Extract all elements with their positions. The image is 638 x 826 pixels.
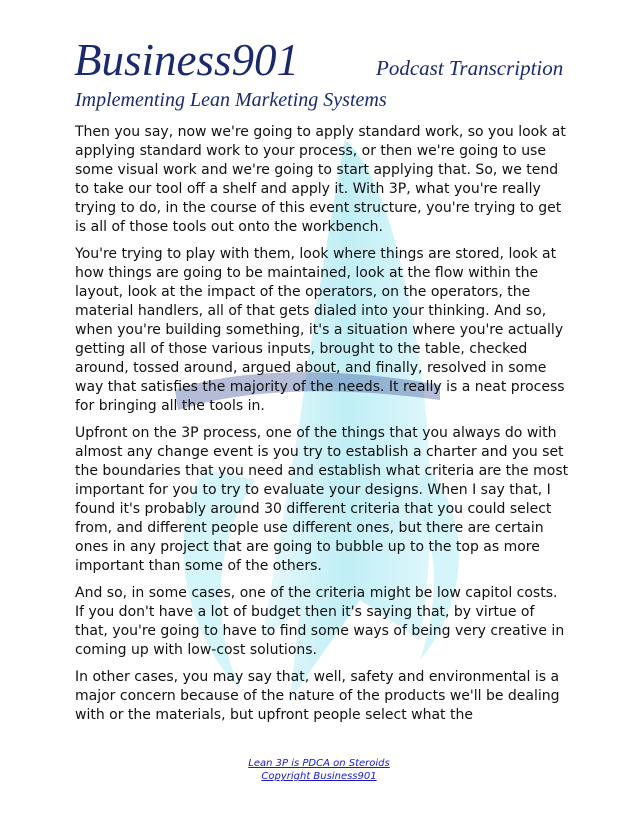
paragraph: And so, in some cases, one of the criteria might be low capitol costs. If you don't have a lot of budget then it's saying that, by virtue of that, you're going to have to find some ways of being very creative in coming up with low-cost solutions. xyxy=(75,585,565,658)
transcript-body xyxy=(75,123,569,733)
paragraph: You're trying to play with them, look where things are stored, look at how things are going to be maintained, look at the flow within the layout, look at the impact of the operators, on the operators, the material handlers, all of that gets dialed into your thinking. And so, when you're building something, it's a situation where you're actually getting all of those various inputs, brought to the table, checked around, tossed around, argued about, and finally, resolved in some way that satisfies the majority of the needs. It really is a neat process for bringing all the tools in. xyxy=(75,246,565,414)
document-type-label: Podcast Transcription xyxy=(376,56,564,80)
paragraph: Then you say, now we're going to apply standard work, so you look at applying standard work to your process, or then we're going to use some visual work and we're going to start applying that. So, we tend to take our tool off a shelf and apply it. With 3P, what you're really trying to do, in the course of this event structure, you're trying to get is all of those tools out onto the workbench. xyxy=(75,124,566,235)
paragraph: Upfront on the 3P process, one of the things that you always do with almost any change event is you try to establish a charter and you set the boundaries that you need and establish what criteria are the most important for you to try to evaluate your designs. When I say that, I found it's probably around 30 different criteria that you could select from, and different people use different ones, but there are certain ones in any project that are going to bubble up to the top as more important than some of the others. xyxy=(75,425,569,574)
footer-link-copyright[interactable]: Copyright Business901 xyxy=(261,771,377,782)
document-title: Implementing Lean Marketing Systems xyxy=(75,89,387,111)
brand-logo-text: Business901 xyxy=(74,35,299,85)
footer-link-title[interactable]: Lean 3P is PDCA on Steroids xyxy=(248,758,390,769)
page-footer xyxy=(0,757,638,783)
paragraph: In other cases, you may say that, well, safety and environmental is a major concern because of the nature of the products we'll be dealing with or the materials, but upfront people select what the xyxy=(75,669,560,723)
